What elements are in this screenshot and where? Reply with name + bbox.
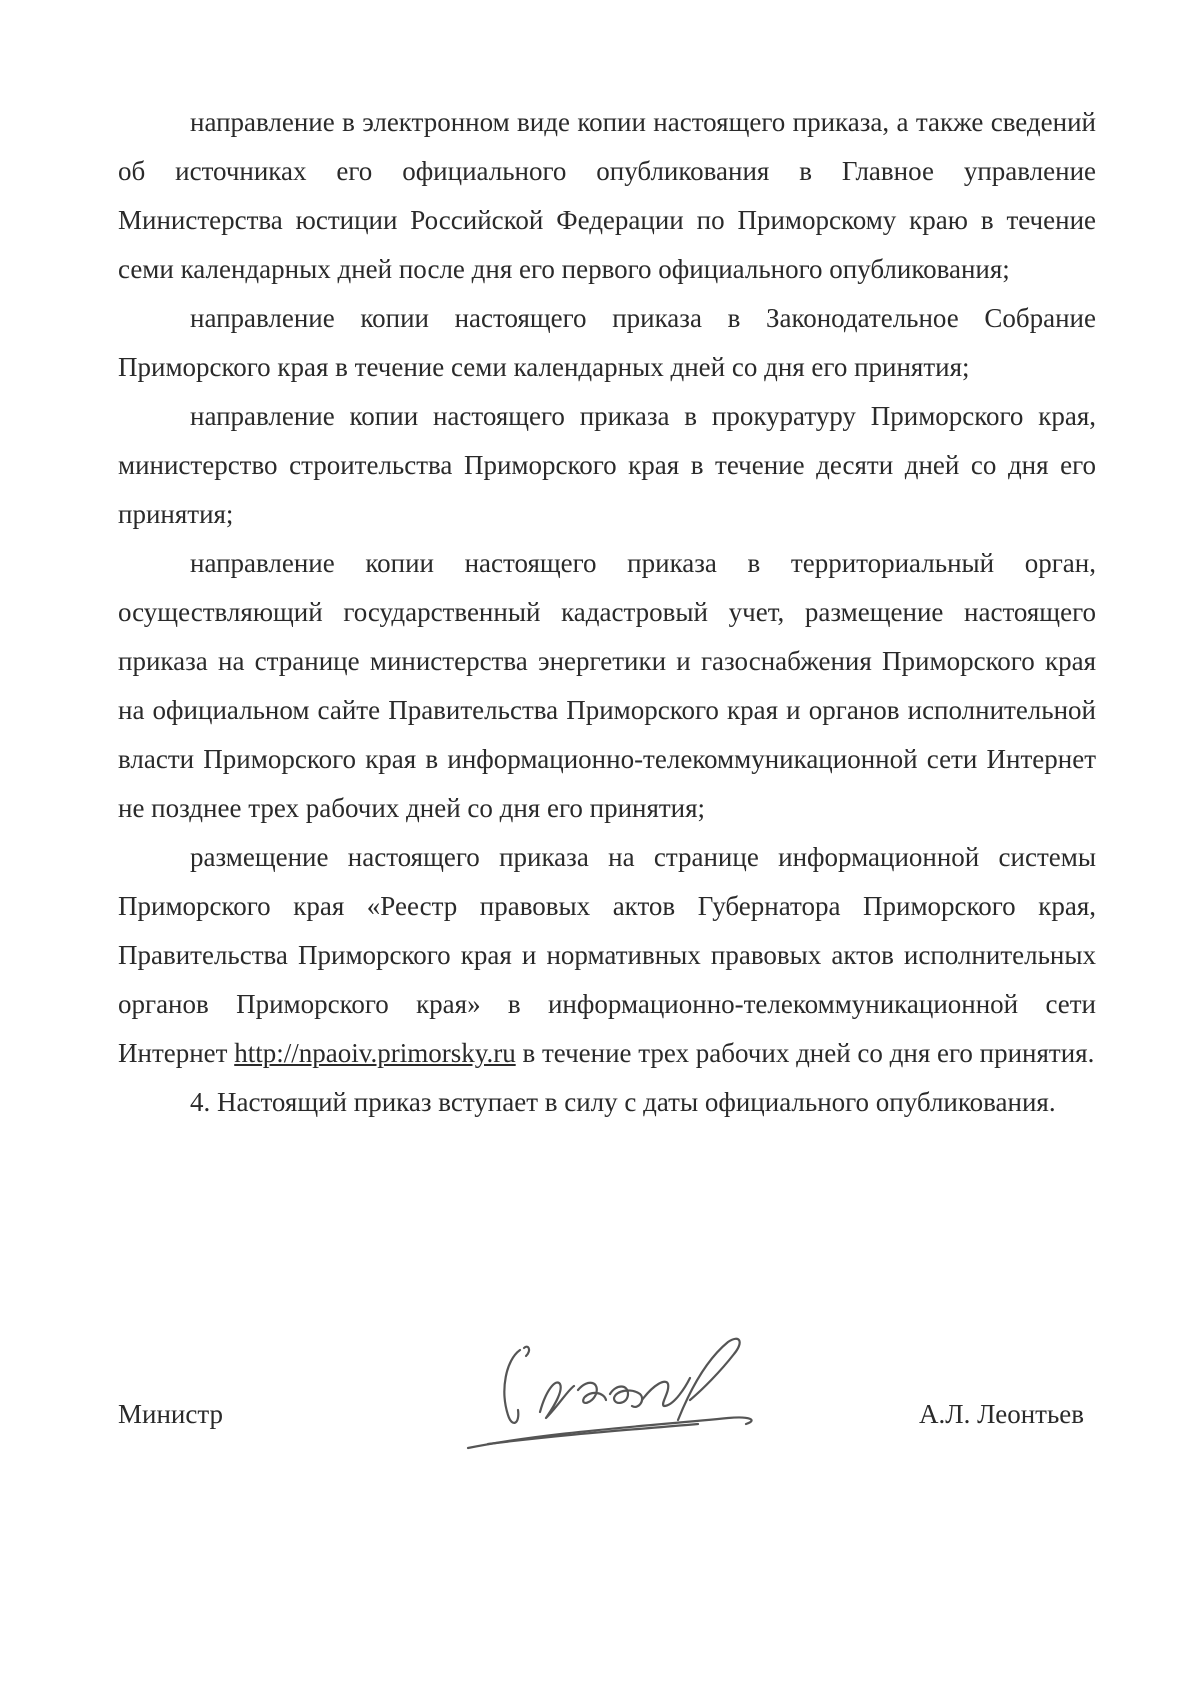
registry-text-before-link: размещение настоящего приказа на странице информационной системы Приморского края «Реестр правовых актов Губернатора Приморского края, Правительства Приморского края и нормативных правовых актов исполнительных органов Приморского края» в информационно-телекоммуникационной сети Интернет (118, 842, 1096, 1068)
signer-position: Министр (118, 1399, 223, 1429)
handwritten-signature-icon (428, 1320, 788, 1470)
paragraph-effective-date: 4. Настоящий приказ вступает в силу с даты официального опубликования. (190, 1087, 1056, 1117)
paragraph-prosecutor: направление копии настоящего приказа в прокуратуру Приморского края, министерство строительства Приморского края в течение десяти дней со дня его принятия; (118, 401, 1096, 529)
document-body (118, 98, 1096, 1127)
paragraph-registry (118, 833, 1096, 1078)
registry-text-after-link: в течение трех рабочих дней со дня его принятия. (515, 1038, 1095, 1068)
paragraph-cadastral: направление копии настоящего приказа в территориальный орган, осуществляющий государственный кадастровый учет, размещение настоящего приказа на странице министерства энергетики и газоснабжения Приморского края на официальном сайте Правительства Приморского края и органов исполнительной власти Приморского края в информационно-телекоммуникационной сети Интернет не позднее трех рабочих дней со дня его принятия; (118, 548, 1096, 823)
paragraph-legislative-assembly: направление копии настоящего приказа в Законодательное Собрание Приморского края в течение семи календарных дней со дня его принятия; (118, 303, 1096, 382)
paragraph-justice-ministry: направление в электронном виде копии настоящего приказа, а также сведений об источниках его официального опубликования в Главное управление Министерства юстиции Российской Федерации по Приморскому краю в течение семи календарных дней после дня его первого официального опубликования; (118, 107, 1096, 284)
registry-link[interactable]: http://npaoiv.primorsky.ru (234, 1038, 516, 1068)
signer-name: А.Л. Леонтьев (919, 1399, 1084, 1429)
signature-row (118, 1330, 1096, 1480)
